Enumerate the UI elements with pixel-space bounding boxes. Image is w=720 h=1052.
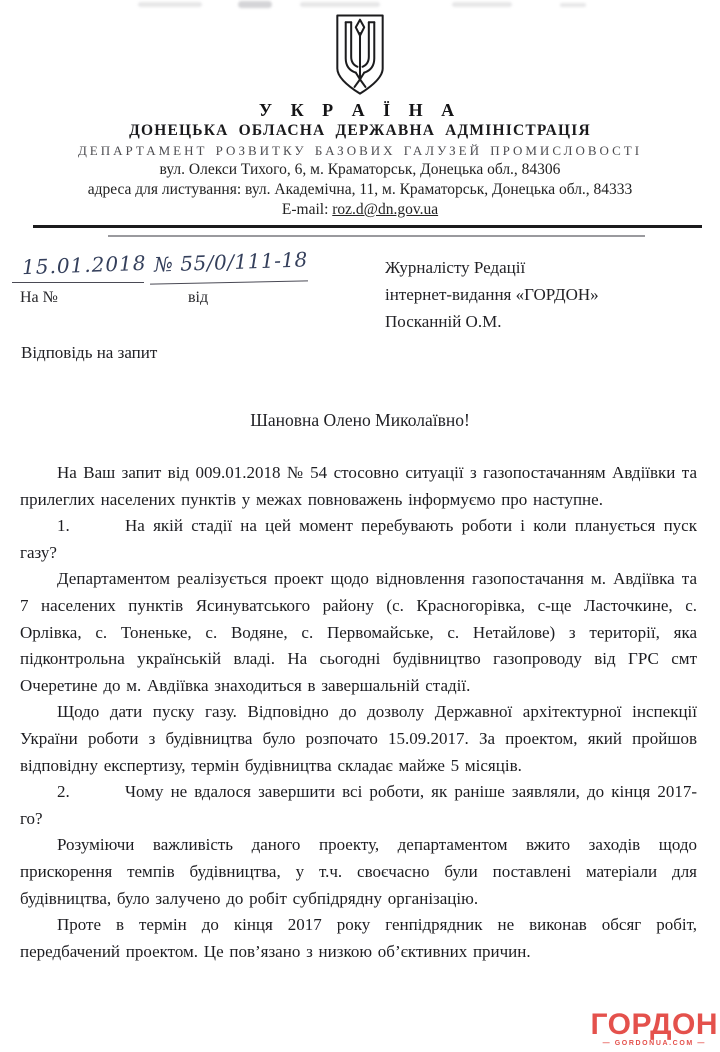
- subject-line: Відповідь на запит: [21, 343, 158, 362]
- recipient-block: [385, 254, 599, 335]
- body-paragraph: Департаментом реалізується проект щодо відновлення газопостачання м. Авдіївка та 7 населених пунктів Ясинуватського району (с. Красногорівка, с-ще Ласточкине, с. Орлівка, с. Тоненьке, с. Водяне, с. Первомайське, с. Нетайлове) з території, яка підконтрольна українській владі. На сьогодні будівництво газопроводу від ГРС смт Очеретине до м. Авдіївка знаходиться в завершальній стадії.: [20, 569, 697, 695]
- department-name: ДЕПАРТАМЕНТ РОЗВИТКУ БАЗОВИХ ГАЛУЗЕЙ ПРОМИСЛОВОСТІ: [77, 143, 643, 158]
- email-address: roz.d@dn.gov.ua: [332, 201, 439, 218]
- outgoing-date-handwritten: 15.01.2018: [21, 250, 147, 280]
- header-rule-thin: [108, 235, 645, 237]
- header-rule-thick: [33, 225, 702, 228]
- letterhead-emblem-wrap: [0, 0, 720, 97]
- scan-artifact: [138, 2, 202, 7]
- email-label: E-mail:: [281, 201, 329, 218]
- email-line: [0, 201, 720, 219]
- scan-artifact: [300, 2, 380, 7]
- organization-name: ДОНЕЦЬКА ОБЛАСНА ДЕРЖАВНА АДМІНІСТРАЦІЯ: [129, 122, 591, 139]
- address-line-2: адреса для листування: вул. Академічна, 11, м. Краматорськ, Донецька обл., 84333: [87, 181, 633, 198]
- gordon-watermark-subtitle: — GORDONUA.COM —: [602, 1040, 706, 1047]
- body-paragraph: Щодо дати пуску газу. Відповідно до дозволу Державної архітектурної інспекції України роботи з будівництва було розпочато 15.09.2017. За проектом, який пройшов відповідну експертизу, термін будівництва складає майже 5 місяців.: [20, 702, 697, 775]
- question-paragraph: 2. Чому не вдалося завершити всі роботи, як раніше заявляли, до кінця 2017-го?: [20, 779, 697, 832]
- recipient-line: Журналісту Редації: [385, 258, 526, 277]
- ukraine-trident-emblem: [327, 13, 393, 97]
- recipient-line: інтернет-видання «ГОРДОН»: [385, 285, 599, 304]
- body-paragraph: Проте в термін до кінця 2017 року генпідрядник не виконав обсяг робіт, передбачений проектом. Це пов’язано з низкою об’єктивних причин.: [20, 915, 697, 961]
- body-paragraph: Розуміючи важливість даного проекту, департаментом вжито заходів щодо прискорення темпів будівництва, у т.ч. своєчасно були поставлені матеріали для будівництва, було залучено до робіт субпідрядну організацію.: [20, 835, 697, 908]
- gordon-watermark-title: ГОРДОН: [590, 1008, 718, 1041]
- reference-block: [0, 247, 720, 343]
- outgoing-number-handwritten: № 55/0/111-18: [153, 247, 309, 277]
- question-number: 1.: [57, 516, 70, 536]
- from-label: від: [188, 289, 209, 306]
- scan-artifact: [452, 2, 512, 7]
- scan-artifact: [238, 1, 272, 8]
- outgoing-number-line: [150, 280, 308, 284]
- question-paragraph: 1. На якій стадії на цей момент перебувають роботи і коли планується пуск газу?: [20, 513, 697, 566]
- question-number: 2.: [57, 782, 70, 802]
- scan-artifact: [560, 3, 586, 7]
- salutation: Шановна Олено Миколаївно!: [250, 410, 470, 430]
- recipient-line: Посканній О.М.: [385, 312, 502, 331]
- address-line-1: вул. Олекси Тихого, 6, м. Краматорськ, Донецька обл., 84306: [159, 161, 561, 178]
- incoming-number-label: На №: [20, 289, 58, 306]
- gordon-watermark: [584, 1009, 720, 1047]
- letter-body: [20, 460, 697, 965]
- body-paragraph: На Ваш запит від 009.01.2018 № 54 стосовно ситуації з газопостачанням Авдіївки та прилеглих населених пунктів у межах повноважень інформуємо про наступне.: [20, 463, 697, 509]
- country-name: У К Р А Ї Н А: [258, 100, 462, 120]
- outgoing-date-line: [12, 282, 144, 283]
